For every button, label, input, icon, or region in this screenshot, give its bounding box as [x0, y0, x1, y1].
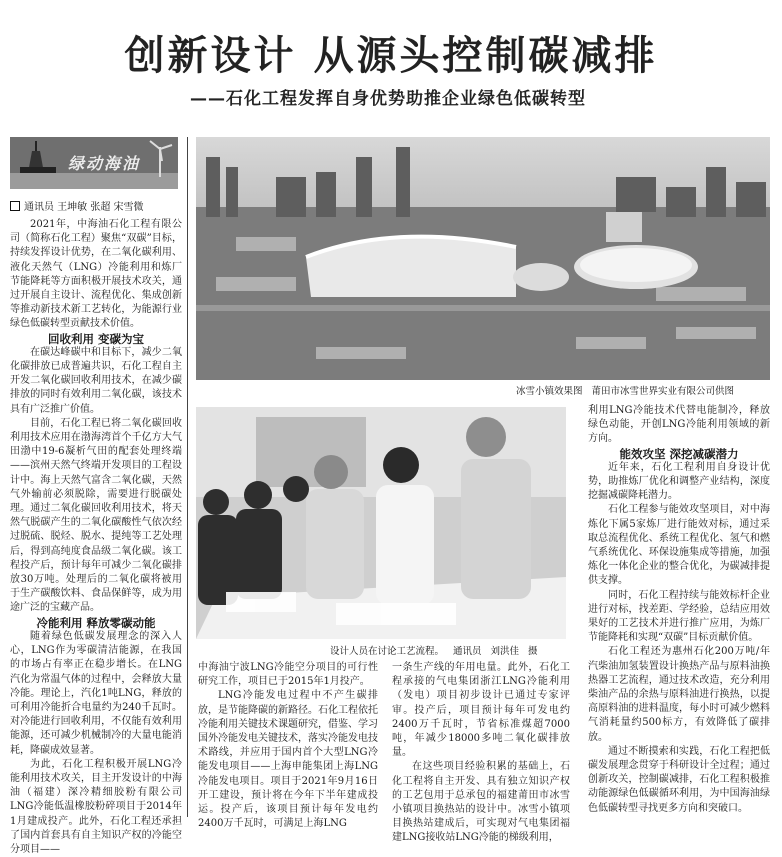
- byline: [10, 198, 144, 213]
- ice-town-rendering-photo: [196, 137, 770, 380]
- article-column-4: [588, 404, 770, 816]
- section-heading: 能效攻坚 深挖减碳潜力: [619, 446, 739, 461]
- photo2-caption: 设计人员在讨论工艺流程。 通讯员 刘洪佳 摄: [330, 646, 538, 657]
- headline: 创新设计 从源头控制碳减排: [124, 33, 658, 79]
- paragraph: 同时，石化工程持续与能效标杆企业进行对标，找差距、学经验，总结应用效果好的工艺技术并进行推广应用，为炼厂节能降耗和实现“双碳”目标贡献价值。: [588, 589, 770, 644]
- column-divider: [187, 137, 188, 817]
- article-column-1: [10, 218, 182, 857]
- paragraph: LNG冷能发电过程中不产生碳排放，是节能降碳的新路径。石化工程依托冷能利用关键技术课题研究，借鉴、学习国外冷能发电关键技术，落实冷能发电技术路线，并应用于国内首个大型LNG冷能发电项目——上海申能集团上海LNG冷能发电项目。项目于2021年9月16日开工建设，预计将在今年下半年建成投运。投产后，该项目预计每年发电约2400万千瓦时，可满足上海LNG: [198, 690, 378, 830]
- column-banner: [10, 137, 178, 189]
- paragraph: 一条生产线的年用电量。此外，石化工程承接的气电集团浙江LNG冷能利用（发电）项目初步设计已通过专家评审。投产后，项目预计每年可发电约2400万千瓦时，节省标准煤超7000吨，年减少18000多吨二氧化碳排放量。: [392, 662, 570, 759]
- people-photo-image: [196, 407, 566, 639]
- paragraph: 通过不断摸索和实践，石化工程把低碳发展理念贯穿于科研设计全过程；通过创新攻关，控制碳减排，石化工程积极推动能源绿色低碳循环利用，为中国海油绿色低碳转型寻找更多方向和突破口。: [588, 745, 770, 814]
- article-column-3: [392, 661, 570, 846]
- section-heading: 回收利用 变碳为宝: [47, 331, 144, 346]
- paragraph: 利用LNG冷能技术代替电能制冷，释放绿色动能，开创LNG冷能利用领域的新方向。: [588, 405, 770, 445]
- paragraph: 在碳达峰碳中和目标下，减少二氧化碳排放已成普遍共识，石化工程自主开发二氧化碳回收利用技术，在减少碳排放的同时有效利用二氧化碳，该技术具有广泛推广价值。: [10, 346, 182, 415]
- paragraph: 随着绿色低碳发展理念的深入人心，LNG作为零碳清洁能源，在我国的市场占有率正在稳步增长。在LNG汽化为常温气体的过程中，会释放大量冷能。理论上，汽化1吨LNG，释放的可利用冷能折合电量约为240千瓦时。对冷能进行回收利用，不仅能有效利用能源，还可减少机械制冷的大量电能消耗，降碳成效显著。: [10, 630, 182, 756]
- city-rendering-image: [196, 137, 770, 380]
- paragraph: 为此，石化工程积极开展LNG冷能利用技术攻关，目主开发设计的中海油（福建）深冷精细胶粉有限公司LNG冷能低温橡胶粉碎项目于2014年1月建成投产。此外，石化工程还承担了国内首套具有自主知识产权的冷能空分项目——: [10, 758, 182, 855]
- section-heading: 冷能利用 释放零碳动能: [36, 615, 156, 630]
- banner-title: 绿动海油: [68, 154, 141, 173]
- square-icon: [10, 201, 20, 211]
- photo1-caption: 冰雪小镇效果图 莆田市冰雪世界实业有限公司供图: [516, 386, 735, 397]
- paragraph: 石化工程还为惠州石化200万吨/年汽柴油加氢装置设计换热产品与原料油换热器工艺流程，通过技术改造，充分利用柴油产品的余热与原料油进行换热，以提高原料油的进料温度，每小时可减少燃料气消耗量约500标方，有效降低了碳排放。: [588, 646, 770, 743]
- paragraph: 石化工程参与能效攻坚项目，对中海炼化下属5家炼厂进行能效对标，通过采取总流程优化、系统工程优化、氢气和燃气系统优化、环保设施集成等措施，加强炼化一体化企业的整合优化，为碳减排提供支撑。: [588, 504, 770, 587]
- byline-text: 通讯员 王坤敏 张超 宋雪微: [24, 202, 144, 213]
- designers-discussion-photo: [196, 407, 566, 639]
- article-column-2: [198, 661, 378, 831]
- paragraph: 中海油宁波LNG冷能空分项目的可行性研究工作，项目已于2015年1月投产。: [198, 662, 378, 688]
- paragraph: 近年来，石化工程利用自身设计优势，助推炼厂优化和调整产业结构，深度挖掘减碳降耗潜力。: [588, 461, 770, 502]
- paragraph: 在这些项目经验积累的基础上，石化工程将自主开发、具有独立知识产权的工艺包用于总承包的福建莆田市冰雪小镇项目换热站的设计中。冰雪小镇项目换热站建成后，可实现对气电集团福建LNG接收站LNG冷能的梯级利用，: [392, 761, 570, 844]
- paragraph: 2021年，中海油石化工程有限公司（简称石化工程）聚焦“双碳”目标，持续发挥设计优势，在二氧化碳利用、液化天然气（LNG）冷能利用和炼厂节能降耗等方面积极开展技术攻关，通过开展自主设计、流程优化、集成创新等推动新技术新工艺转化，为能源行业绿色低碳转型贡献技术价值。: [10, 219, 182, 330]
- paragraph: 目前，石化工程已将二氧化碳回收利用技术应用在渤海湾首个千亿方大气田渤中19-6凝析气田的配套处理终端——滨州天然气终端开发项目的工程设计中。海上天然气富含二氧化碳，天然气外输前必须脱除，需要进行脱碳处理。通过二氧化碳回收利用技术，将天然气脱碳产生的二氧化碳酸性气依次经过脱硫、脱烃、脱水、提纯等工艺处理后，得到高纯度食品级二氧化碳。该工程投产后，预计每年可减少二氧化碳排放30万吨。处理后的二氧化碳将被用于生产碳酸饮料、食品保鲜等，成为用途广泛的宝藏产品。: [10, 417, 182, 614]
- subheadline: ——石化工程发挥自身优势助推企业绿色低碳转型: [190, 89, 586, 109]
